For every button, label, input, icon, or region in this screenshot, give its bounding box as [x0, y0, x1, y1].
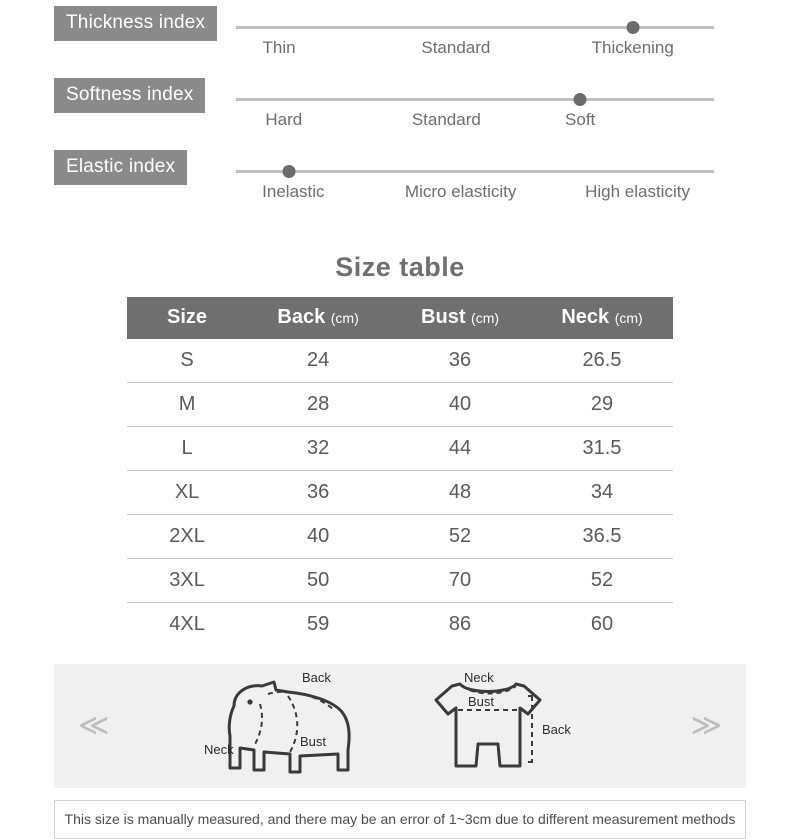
column-unit: (cm) [614, 310, 643, 326]
index-tick: Hard [265, 110, 303, 129]
index-tick: Thin [262, 38, 296, 57]
cell-bust: 40 [389, 383, 531, 427]
index-track-softness [236, 98, 714, 132]
garment-label-bust: Bust [468, 694, 495, 709]
cell-bust: 70 [389, 559, 531, 603]
index-dot-thickness [626, 21, 639, 34]
cell-size: XL [127, 471, 247, 515]
index-label-thickness: Thickness index [54, 6, 217, 41]
cell-bust: 36 [389, 339, 531, 383]
dog-label-bust: Bust [300, 734, 327, 749]
index-tick: Thickening [591, 38, 674, 57]
dog-measurement-diagram-icon [204, 670, 394, 782]
column-label: Bust [421, 306, 466, 328]
next-arrow-icon[interactable]: ≫ [690, 709, 722, 742]
cell-size: 4XL [169, 613, 205, 635]
table-row [127, 559, 673, 603]
index-tick: High elasticity [585, 182, 690, 201]
cell-neck: 31.5 [531, 427, 673, 471]
index-line [236, 26, 714, 29]
column-label: Neck [561, 306, 610, 328]
cell-back: 28 [247, 383, 389, 427]
index-row-thickness [0, 6, 800, 78]
size-table-title: Size table [335, 252, 465, 282]
cell-size: M [127, 383, 247, 427]
diagram-images [54, 664, 746, 788]
column-header-back [247, 297, 389, 339]
cell-neck: 36.5 [531, 515, 673, 559]
dog-label-neck: Neck [204, 742, 234, 757]
column-unit: (cm) [471, 310, 500, 326]
cell-bust: 52 [389, 515, 531, 559]
table-row [127, 427, 673, 471]
cell-neck: 52 [531, 559, 673, 603]
cell-back: 32 [247, 427, 389, 471]
index-row-elastic [0, 150, 800, 222]
table-row [127, 339, 673, 383]
index-ticks-softness [236, 110, 714, 132]
index-dot-elastic [282, 165, 295, 178]
cell-neck: 26.5 [531, 339, 673, 383]
table-header-row [127, 297, 673, 339]
garment-measurement-diagram-icon [416, 670, 596, 782]
index-label-elastic: Elastic index [54, 150, 187, 185]
index-tick: Micro elasticity [404, 182, 517, 201]
cell-back: 40 [247, 515, 389, 559]
cell-bust: 86 [448, 613, 472, 635]
index-tick: Standard [411, 110, 481, 129]
index-dot-softness [574, 93, 587, 106]
column-label: Size [167, 306, 208, 328]
index-tick: Soft [565, 110, 596, 129]
index-line [236, 98, 714, 101]
index-tick: Inelastic [262, 182, 325, 201]
measurement-note: This size is manually measured, and there may be an error of 1~3cm due to different measurement methods [54, 800, 746, 839]
table-row [127, 515, 673, 559]
cell-neck: 29 [531, 383, 673, 427]
index-line [236, 170, 714, 173]
index-section [0, 0, 800, 222]
column-header-bust [389, 297, 531, 339]
cell-neck: 60 [590, 613, 614, 635]
column-header-size [127, 297, 247, 339]
index-label-softness: Softness index [54, 78, 205, 113]
garment-label-back: Back [542, 722, 571, 737]
index-track-thickness [236, 26, 714, 60]
cell-size: 2XL [127, 515, 247, 559]
index-tick: Standard [421, 38, 491, 57]
cell-size: L [127, 427, 247, 471]
column-unit: (cm) [330, 310, 359, 326]
index-ticks-elastic [236, 182, 714, 204]
index-row-softness [0, 78, 800, 150]
cell-neck: 34 [531, 471, 673, 515]
cell-back: 36 [247, 471, 389, 515]
cell-back: 24 [247, 339, 389, 383]
garment-label-neck: Neck [464, 670, 494, 685]
cell-bust: 44 [389, 427, 531, 471]
dog-label-back: Back [302, 670, 331, 685]
cell-back: 59 [306, 613, 330, 635]
table-row [127, 471, 673, 515]
measurement-diagram-band [54, 664, 746, 788]
cell-size: S [127, 339, 247, 383]
column-label: Back [277, 306, 326, 328]
index-ticks-thickness [236, 38, 714, 60]
column-header-neck [531, 297, 673, 339]
size-table [127, 297, 673, 646]
cell-back: 50 [247, 559, 389, 603]
cell-size: 3XL [127, 559, 247, 603]
cell-bust: 48 [389, 471, 531, 515]
prev-arrow-icon[interactable]: ≪ [78, 709, 110, 742]
table-row [127, 603, 673, 647]
index-track-elastic [236, 170, 714, 204]
table-row [127, 383, 673, 427]
